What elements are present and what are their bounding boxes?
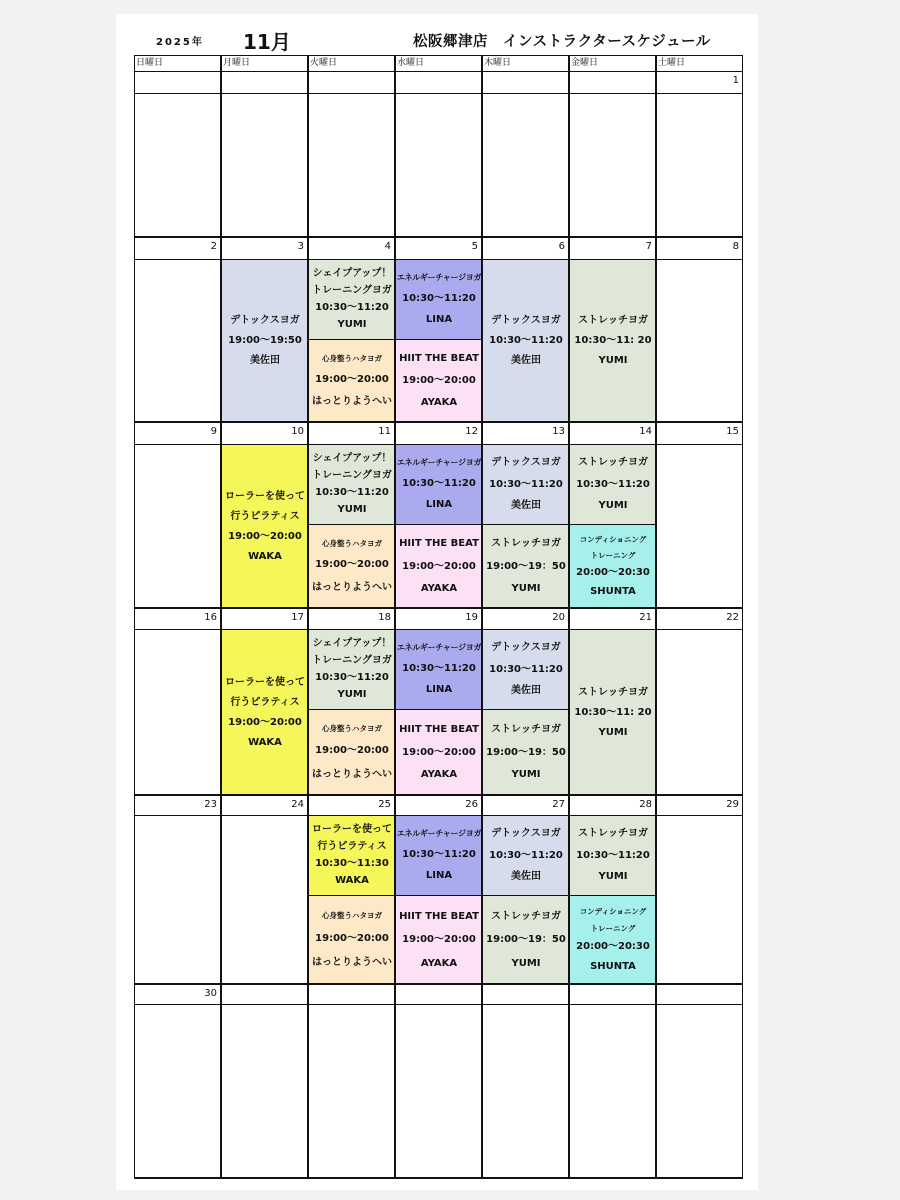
class-name: エネルギーチャージヨガ xyxy=(396,642,482,652)
class-block[interactable] xyxy=(309,710,395,795)
class-detail: 19:00〜20:00 xyxy=(228,530,302,542)
class-block[interactable] xyxy=(222,630,308,795)
date-number: 7 xyxy=(645,241,652,252)
class-name: HIIT THE BEAT xyxy=(399,910,479,922)
class-detail: 10:30〜11:20 xyxy=(315,487,389,498)
class-detail: トレーニング xyxy=(590,924,636,934)
grid-line xyxy=(308,339,395,340)
date-number: 24 xyxy=(291,799,304,810)
class-name: デトックスヨガ xyxy=(491,457,561,469)
class-block[interactable] xyxy=(396,630,482,709)
class-block[interactable] xyxy=(570,816,656,895)
instructor-name: 美佐田 xyxy=(511,355,541,366)
grid-line xyxy=(134,236,743,237)
calendar-grid xyxy=(134,55,743,1178)
class-block[interactable] xyxy=(570,445,656,524)
grid-line xyxy=(134,629,743,630)
class-detail: 19:00〜20:00 xyxy=(315,745,389,757)
class-detail: 10:30〜11:30 xyxy=(315,858,389,869)
date-number: 15 xyxy=(726,426,739,437)
class-block[interactable] xyxy=(570,896,656,984)
date-number: 25 xyxy=(378,799,391,810)
date-number: 9 xyxy=(210,426,217,437)
class-detail: 19:00〜20:00 xyxy=(402,560,476,572)
class-detail: 10:30〜11: 20 xyxy=(574,335,652,346)
instructor-name: LINA xyxy=(425,870,453,882)
class-detail: 10:30〜11:20 xyxy=(402,477,476,489)
class-block[interactable] xyxy=(396,260,482,339)
grid-line xyxy=(220,55,221,1178)
date-number: 23 xyxy=(204,799,217,810)
class-name: ストレッチヨガ xyxy=(578,686,648,698)
class-detail: 19:00〜20:00 xyxy=(228,716,302,728)
date-number: 8 xyxy=(732,241,739,252)
class-detail: 19:00〜20:00 xyxy=(402,375,476,386)
instructor-name: はっとりようへい xyxy=(312,582,392,594)
date-number: 18 xyxy=(378,612,391,623)
date-number: 10 xyxy=(291,426,304,437)
instructor-name: AYAKA xyxy=(420,397,458,408)
date-number: 17 xyxy=(291,612,304,623)
class-block[interactable] xyxy=(570,260,656,422)
weekday-header: 日曜日 xyxy=(136,58,164,68)
date-number: 26 xyxy=(465,799,478,810)
class-block[interactable] xyxy=(309,445,395,524)
class-block[interactable] xyxy=(309,340,395,422)
class-block[interactable] xyxy=(570,525,656,608)
year-label: 2025年 xyxy=(156,37,204,48)
instructor-name: 美佐田 xyxy=(511,684,541,696)
weekday-header: 月曜日 xyxy=(223,58,251,68)
class-detail: 10:30〜11:20 xyxy=(402,848,476,860)
class-detail: 行うピラティス xyxy=(230,510,300,522)
class-name: デトックスヨガ xyxy=(230,315,300,326)
class-detail: 19:00〜20:00 xyxy=(402,934,476,945)
class-block[interactable] xyxy=(396,710,482,795)
grid-line xyxy=(395,709,482,710)
instructor-name: SHUNTA xyxy=(590,586,636,598)
class-block[interactable] xyxy=(309,896,395,984)
class-detail: 行うピラティス xyxy=(317,841,387,852)
grid-line xyxy=(134,794,743,795)
class-block[interactable] xyxy=(309,525,395,608)
class-detail: 20:00〜20:30 xyxy=(576,941,650,953)
class-name: ストレッチヨガ xyxy=(578,315,648,326)
grid-line xyxy=(134,71,743,72)
grid-line xyxy=(394,55,395,1178)
instructor-name: YUMI xyxy=(511,582,541,594)
instructor-name: YUMI xyxy=(598,870,628,882)
class-block[interactable] xyxy=(222,445,308,608)
class-name: ストレッチヨガ xyxy=(491,538,561,550)
class-detail: 10:30〜11:20 xyxy=(402,292,476,304)
class-detail: 19:00〜19:50 xyxy=(228,335,302,346)
month-label: 11月 xyxy=(243,30,291,54)
grid-line xyxy=(134,815,743,816)
class-name: コンディショニング xyxy=(579,906,647,916)
class-block[interactable] xyxy=(309,630,395,709)
class-name: デトックスヨガ xyxy=(491,828,561,840)
instructor-name: AYAKA xyxy=(420,582,458,594)
grid-line xyxy=(308,709,395,710)
class-detail: トレーニングヨガ xyxy=(312,470,392,481)
instructor-name: 美佐田 xyxy=(250,355,280,366)
class-block[interactable] xyxy=(483,710,569,795)
class-name: HIIT THE BEAT xyxy=(399,723,479,735)
instructor-name: YUMI xyxy=(598,726,628,738)
class-block[interactable] xyxy=(483,525,569,608)
class-detail: トレーニングヨガ xyxy=(312,655,392,666)
class-detail: 10:30〜11:20 xyxy=(576,478,650,490)
class-detail: 10:30〜11:20 xyxy=(576,849,650,861)
class-block[interactable] xyxy=(483,896,569,984)
class-name: ローラーを使って xyxy=(312,824,392,835)
instructor-name: 美佐田 xyxy=(511,499,541,511)
class-name: ストレッチヨガ xyxy=(491,723,561,735)
class-detail: 19:00〜20:00 xyxy=(315,559,389,571)
class-block[interactable] xyxy=(309,260,395,339)
grid-line xyxy=(308,895,395,896)
class-detail: 19:00〜19：50 xyxy=(486,560,566,572)
class-detail: 19:00〜20:00 xyxy=(402,746,476,758)
grid-line xyxy=(134,607,743,608)
schedule-title: 松阪郷津店 インストラクタースケジュール xyxy=(413,34,711,50)
class-detail: 20:00〜20:30 xyxy=(576,567,650,579)
class-name: シェイプアップ！ xyxy=(312,268,392,279)
instructor-name: YUMI xyxy=(337,504,367,515)
class-name: 心身整うハタヨガ xyxy=(322,538,382,548)
class-name: シェイプアップ！ xyxy=(312,638,392,649)
date-number: 4 xyxy=(384,241,391,252)
class-detail: トレーニング xyxy=(590,551,636,561)
class-name: 心身整うハタヨガ xyxy=(322,353,382,363)
class-block[interactable] xyxy=(483,630,569,709)
class-name: 心身整うハタヨガ xyxy=(322,724,382,734)
class-name: ローラーを使って xyxy=(225,676,305,688)
date-number: 22 xyxy=(726,612,739,623)
weekday-header: 木曜日 xyxy=(484,58,512,68)
grid-line xyxy=(134,421,743,422)
grid-line xyxy=(395,524,482,525)
class-detail: 19:00〜20:00 xyxy=(315,932,389,944)
instructor-name: はっとりようへい xyxy=(312,956,392,968)
date-number: 11 xyxy=(378,426,391,437)
instructor-name: WAKA xyxy=(248,550,282,562)
class-block[interactable] xyxy=(396,340,482,422)
class-detail: 10:30〜11:20 xyxy=(489,663,563,675)
class-detail: 19:00〜19：50 xyxy=(486,934,566,945)
grid-line xyxy=(134,1004,743,1005)
date-number: 19 xyxy=(465,612,478,623)
class-name: HIIT THE BEAT xyxy=(399,353,479,364)
instructor-name: 美佐田 xyxy=(511,870,541,882)
class-block[interactable] xyxy=(570,630,656,795)
grid-line xyxy=(134,444,743,445)
class-block[interactable] xyxy=(396,896,482,984)
grid-line xyxy=(134,55,136,1178)
instructor-name: AYAKA xyxy=(420,957,458,969)
class-name: エネルギーチャージヨガ xyxy=(396,828,482,838)
grid-line xyxy=(134,93,743,94)
grid-line xyxy=(481,55,482,1178)
grid-line xyxy=(307,55,308,1178)
grid-line xyxy=(482,524,569,525)
instructor-name: LINA xyxy=(425,314,453,326)
date-number: 16 xyxy=(204,612,217,623)
grid-line xyxy=(742,55,744,1178)
class-name: デトックスヨガ xyxy=(491,315,561,326)
class-detail: 10:30〜11:20 xyxy=(489,478,563,490)
instructor-name: YUMI xyxy=(511,957,541,969)
class-block[interactable] xyxy=(483,816,569,895)
date-number: 6 xyxy=(558,241,565,252)
instructor-name: YUMI xyxy=(598,499,628,511)
class-name: エネルギーチャージヨガ xyxy=(396,272,482,282)
date-number: 3 xyxy=(297,241,304,252)
grid-line xyxy=(569,524,656,525)
instructor-name: はっとりようへい xyxy=(312,768,392,780)
class-name: コンディショニング xyxy=(579,534,647,544)
date-number: 2 xyxy=(210,241,217,252)
class-detail: 10:30〜11: 20 xyxy=(574,706,652,718)
class-name: 心身整うハタヨガ xyxy=(322,911,382,921)
instructor-name: AYAKA xyxy=(420,769,458,781)
weekday-header: 水曜日 xyxy=(397,58,425,68)
date-number: 21 xyxy=(639,612,652,623)
instructor-name: YUMI xyxy=(598,355,628,366)
grid-line xyxy=(395,895,482,896)
grid-line xyxy=(482,895,569,896)
instructor-name: YUMI xyxy=(511,769,541,781)
class-block[interactable] xyxy=(309,816,395,895)
class-block[interactable] xyxy=(396,445,482,524)
date-number: 29 xyxy=(726,799,739,810)
class-detail: 10:30〜11:20 xyxy=(315,672,389,683)
grid-line xyxy=(308,524,395,525)
class-name: デトックスヨガ xyxy=(491,642,561,654)
class-detail: 行うピラティス xyxy=(230,696,300,708)
grid-line xyxy=(482,709,569,710)
instructor-name: はっとりようへい xyxy=(312,396,392,408)
class-detail: 10:30〜11:20 xyxy=(315,302,389,313)
weekday-header: 土曜日 xyxy=(658,58,686,68)
instructor-name: LINA xyxy=(425,684,453,696)
instructor-name: YUMI xyxy=(337,319,367,330)
class-block[interactable] xyxy=(483,260,569,422)
class-detail: 19:00〜20:00 xyxy=(315,373,389,385)
class-block[interactable] xyxy=(396,525,482,608)
class-name: HIIT THE BEAT xyxy=(399,538,479,550)
date-number: 12 xyxy=(465,426,478,437)
weekday-header: 火曜日 xyxy=(310,58,338,68)
grid-line xyxy=(395,339,482,340)
class-name: ストレッチヨガ xyxy=(491,910,561,922)
date-number: 5 xyxy=(471,241,478,252)
date-number: 30 xyxy=(204,988,217,999)
date-number: 13 xyxy=(552,426,565,437)
class-detail: 10:30〜11:20 xyxy=(402,662,476,674)
class-block[interactable] xyxy=(396,816,482,895)
class-name: ストレッチヨガ xyxy=(578,457,648,469)
grid-line xyxy=(134,1177,743,1179)
class-detail: 10:30〜11:20 xyxy=(489,335,563,346)
date-number: 20 xyxy=(552,612,565,623)
grid-line xyxy=(568,55,569,1178)
instructor-name: SHUNTA xyxy=(590,961,636,973)
date-number: 28 xyxy=(639,799,652,810)
grid-line xyxy=(655,55,656,1178)
grid-line xyxy=(134,983,743,984)
class-name: ストレッチヨガ xyxy=(578,828,648,840)
date-number: 27 xyxy=(552,799,565,810)
grid-line xyxy=(134,55,743,56)
class-detail: トレーニングヨガ xyxy=(312,285,392,296)
date-number: 1 xyxy=(732,75,739,86)
date-number: 14 xyxy=(639,426,652,437)
grid-line xyxy=(134,259,743,260)
grid-line xyxy=(569,895,656,896)
class-name: ローラーを使って xyxy=(225,490,305,502)
weekday-header: 金曜日 xyxy=(571,58,599,68)
instructor-name: WAKA xyxy=(335,875,369,886)
class-name: エネルギーチャージヨガ xyxy=(396,457,482,467)
class-detail: 19:00〜19：50 xyxy=(486,746,566,758)
instructor-name: WAKA xyxy=(248,736,282,748)
instructor-name: LINA xyxy=(425,499,453,511)
class-detail: 10:30〜11:20 xyxy=(489,849,563,861)
instructor-name: YUMI xyxy=(337,689,367,700)
class-block[interactable] xyxy=(483,445,569,524)
class-name: シェイプアップ！ xyxy=(312,453,392,464)
class-block[interactable] xyxy=(222,260,308,422)
